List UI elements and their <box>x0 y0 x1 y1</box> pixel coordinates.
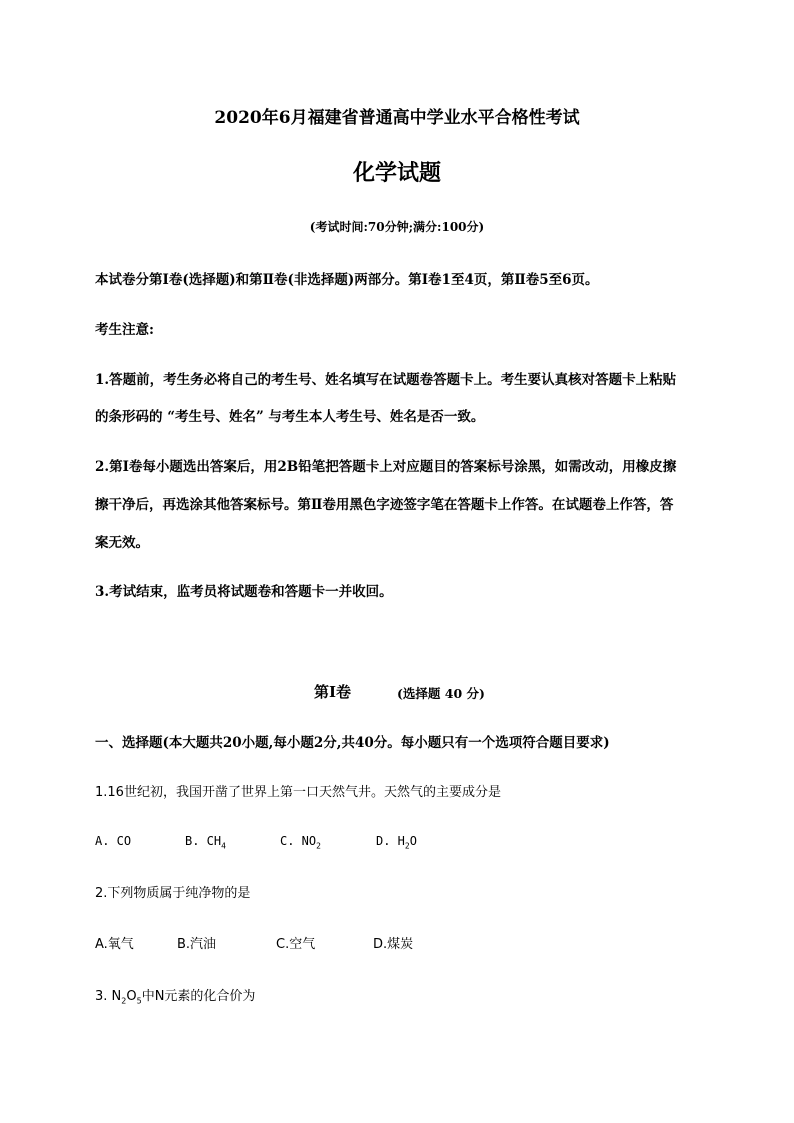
question-3-text <box>95 985 255 1006</box>
question-2-text: 2.下列物质属于纯净物的是 <box>95 886 251 901</box>
option-c: C.空气 <box>276 937 316 952</box>
option-a: A. CO <box>95 834 132 848</box>
option-a: A.氧气 <box>95 937 134 952</box>
note-1-line-1: 1.答题前，考生务必将自己的考生号、姓名填写在试题卷答题卡上。考生要认真核对答题卡上粘贴 <box>95 372 677 388</box>
section-title: 第Ⅰ卷 <box>314 683 352 701</box>
option-d-formula: D. H <box>376 834 405 848</box>
note-1-line-2: 的条形码的 “考生号、姓名” 与考生本人考生号、姓名是否一致。 <box>95 409 485 425</box>
question-3-formula-mid: O <box>126 989 137 1004</box>
option-b-formula: B. CH <box>185 834 222 848</box>
question-1-text: 1.16世纪初，我国开凿了世界上第一口天然气井。天然气的主要成分是 <box>95 785 501 800</box>
question-3-subscript-2: 5 <box>136 996 142 1006</box>
question-3-subscript-1: 2 <box>121 996 127 1006</box>
question-3-suffix: 中N元素的化合价为 <box>141 989 256 1004</box>
option-d-formula-tail: O <box>409 834 417 848</box>
option-c <box>280 834 321 850</box>
exam-title: 2020年6月福建省普通高中学业水平合格性考试 <box>214 108 580 128</box>
option-b: B.汽油 <box>177 937 217 952</box>
option-d: D.煤炭 <box>373 937 414 952</box>
option-b-subscript: 4 <box>221 841 226 851</box>
note-2-line-3: 案无效。 <box>95 535 149 551</box>
note-2-line-1: 2.第Ⅰ卷每小题选出答案后，用2B铅笔把答题卡上对应题目的答案标号涂黑，如需改动，用橡皮擦 <box>95 459 677 475</box>
subject-title: 化学试题 <box>352 160 441 186</box>
notice-label: 考生注意: <box>95 322 154 338</box>
section-instructions: 一、选择题(本大题共20小题,每小题2分,共40分。每小题只有一个选项符合题目要求) <box>95 735 610 751</box>
question-3-prefix: 3. N <box>95 989 122 1004</box>
option-c-subscript: 2 <box>316 841 321 851</box>
option-d <box>376 834 417 850</box>
note-3: 3.考试结束，监考员将试题卷和答题卡一并收回。 <box>95 584 393 600</box>
option-c-formula: C. NO <box>280 834 317 848</box>
note-2-line-2: 擦干净后，再选涂其他答案标号。第Ⅱ卷用黑色字迹签字笔在答题卡上作答。在试题卷上作答，答 <box>95 497 674 513</box>
paper-parts-text: 本试卷分第Ⅰ卷(选择题)和第Ⅱ卷(非选择题)两部分。第Ⅰ卷1至4页，第Ⅱ卷5至6页。 <box>95 272 599 288</box>
option-b <box>185 834 226 850</box>
option-d-subscript: 2 <box>404 841 410 851</box>
exam-info: (考试时间:70分钟;满分:100分) <box>309 220 485 234</box>
section-subtitle: (选择题 40 分) <box>397 686 485 701</box>
